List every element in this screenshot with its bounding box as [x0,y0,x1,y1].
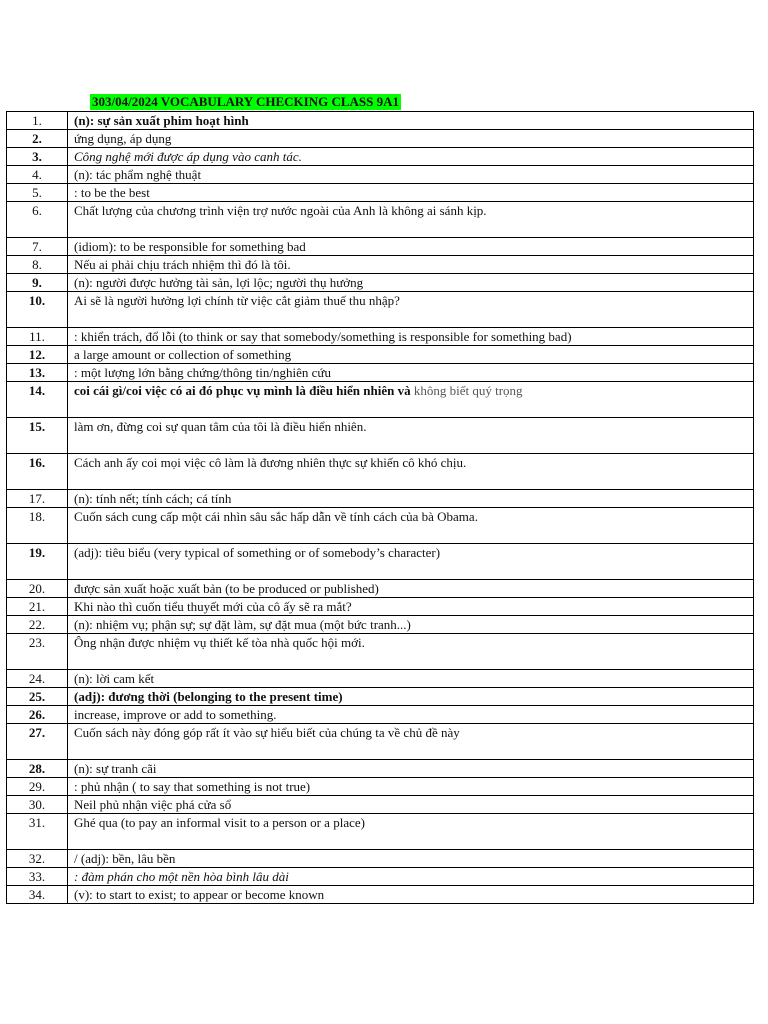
table-row [7,148,754,166]
row-number: 28. [7,760,68,778]
row-text: Ông nhận được nhiệm vụ thiết kế tòa nhà quốc hội mới. [68,634,754,670]
row-text: (adj): tiêu biểu (very typical of something or of somebody’s character) [68,544,754,580]
table-row [7,184,754,202]
table-row [7,868,754,886]
table-row [7,508,754,544]
row-text: (n): tác phẩm nghệ thuật [68,166,754,184]
row-number: 18. [7,508,68,544]
row-number: 6. [7,202,68,238]
row-text: Cuốn sách cung cấp một cái nhìn sâu sắc hấp dẫn về tính cách của bà Obama. [68,508,754,544]
table-row [7,706,754,724]
row-number: 25. [7,688,68,706]
row-text: làm ơn, đừng coi sự quan tâm của tôi là điều hiển nhiên. [68,418,754,454]
row-number: 3. [7,148,68,166]
row-text-bold: coi cái gì/coi việc có ai đó phục vụ mình là điều hiển nhiên và [74,383,414,398]
row-number: 5. [7,184,68,202]
row-text: : khiển trách, đổ lỗi (to think or say that somebody/something is responsible for something bad) [68,328,754,346]
table-row [7,580,754,598]
row-number: 17. [7,490,68,508]
row-number: 10. [7,292,68,328]
row-text: được sản xuất hoặc xuất bản (to be produced or published) [68,580,754,598]
row-text [68,382,754,418]
row-number: 14. [7,382,68,418]
table-row [7,256,754,274]
row-number: 34. [7,886,68,904]
row-number: 2. [7,130,68,148]
row-text: : phủ nhận ( to say that something is not true) [68,778,754,796]
table-row [7,454,754,490]
row-text: (n): sự tranh cãi [68,760,754,778]
table-row [7,130,754,148]
table-row [7,328,754,346]
table-row [7,814,754,850]
row-text-gray: không biết quý trọng [413,383,523,398]
row-text: Nếu ai phải chịu trách nhiệm thì đó là tôi. [68,256,754,274]
table-row [7,850,754,868]
row-number: 12. [7,346,68,364]
row-text: increase, improve or add to something. [68,706,754,724]
table-row [7,598,754,616]
table-row [7,616,754,634]
row-number: 7. [7,238,68,256]
row-number: 22. [7,616,68,634]
row-text: Cuốn sách này đóng góp rất ít vào sự hiểu biết của chúng ta về chủ đề này [68,724,754,760]
row-text: (n): lời cam kết [68,670,754,688]
document-title: 303/04/2024 VOCABULARY CHECKING CLASS 9A1 [92,94,399,109]
table-row [7,274,754,292]
row-number: 23. [7,634,68,670]
row-number: 21. [7,598,68,616]
row-number: 27. [7,724,68,760]
row-text: / (adj): bền, lâu bền [68,850,754,868]
row-text: (n): sự sản xuất phim hoạt hình [68,112,754,130]
row-number: 26. [7,706,68,724]
row-text: Khi nào thì cuốn tiểu thuyết mới của cô ấy sẽ ra mắt? [68,598,754,616]
row-number: 33. [7,868,68,886]
row-text: (v): to start to exist; to appear or become known [68,886,754,904]
row-text: Neil phủ nhận việc phá cửa sổ [68,796,754,814]
table-row [7,364,754,382]
row-text: : to be the best [68,184,754,202]
row-text: Ghé qua (to pay an informal visit to a person or a place) [68,814,754,850]
row-number: 32. [7,850,68,868]
row-text: Chất lượng của chương trình viện trợ nước ngoài của Anh là không ai sánh kịp. [68,202,754,238]
row-number: 4. [7,166,68,184]
table-row [7,544,754,580]
row-number: 16. [7,454,68,490]
table-row [7,688,754,706]
row-number: 9. [7,274,68,292]
row-number: 15. [7,418,68,454]
row-text: (n): tính nết; tính cách; cá tính [68,490,754,508]
table-row [7,490,754,508]
table-row [7,166,754,184]
row-number: 29. [7,778,68,796]
table-row [7,382,754,418]
table-row [7,418,754,454]
table-row [7,670,754,688]
row-text: a large amount or collection of something [68,346,754,364]
row-text: (idiom): to be responsible for something bad [68,238,754,256]
row-text: : đàm phán cho một nền hòa bình lâu dài [68,868,754,886]
row-number: 31. [7,814,68,850]
table-row [7,346,754,364]
table-row [7,112,754,130]
vocabulary-table [6,111,754,904]
table-row [7,760,754,778]
row-text: Ai sẽ là người hưởng lợi chính từ việc cắt giảm thuế thu nhập? [68,292,754,328]
row-number: 30. [7,796,68,814]
table-row [7,238,754,256]
row-text: Cách anh ấy coi mọi việc cô làm là đương nhiên thực sự khiến cô khó chịu. [68,454,754,490]
row-number: 19. [7,544,68,580]
table-row [7,724,754,760]
table-row [7,796,754,814]
row-text: Công nghệ mới được áp dụng vào canh tác. [68,148,754,166]
table-row [7,886,754,904]
row-number: 1. [7,112,68,130]
row-number: 24. [7,670,68,688]
row-text: : một lượng lớn bằng chứng/thông tin/nghiên cứu [68,364,754,382]
row-number: 11. [7,328,68,346]
table-row [7,202,754,238]
row-number: 8. [7,256,68,274]
row-text: (n): nhiệm vụ; phận sự; sự đặt làm, sự đặt mua (một bức tranh...) [68,616,754,634]
row-number: 20. [7,580,68,598]
row-text: ứng dụng, áp dụng [68,130,754,148]
row-text: (n): người được hưởng tài sản, lợi lộc; người thụ hưởng [68,274,754,292]
table-row [7,778,754,796]
row-number: 13. [7,364,68,382]
row-text: (adj): đương thời (belonging to the present time) [68,688,754,706]
table-row [7,634,754,670]
table-row [7,292,754,328]
